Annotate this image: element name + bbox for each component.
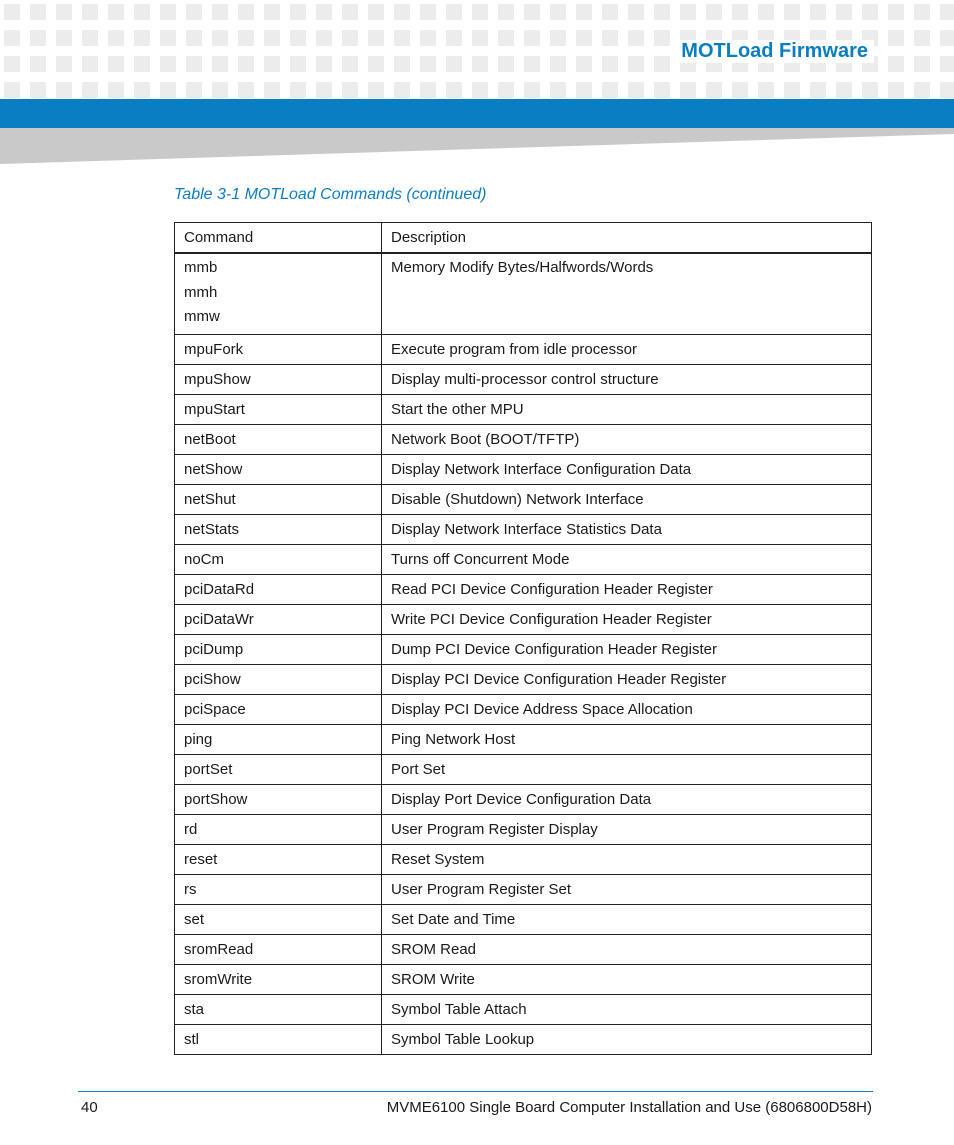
description-cell xyxy=(382,814,872,844)
description-cell xyxy=(382,754,872,784)
table-row xyxy=(175,814,872,844)
command-name: mpuStart xyxy=(184,400,245,418)
pattern-square xyxy=(290,82,306,98)
command-name: portShow xyxy=(184,790,248,808)
command-name: sromWrite xyxy=(184,970,253,988)
description-cell xyxy=(382,514,872,544)
description-cell xyxy=(382,994,872,1024)
description-cell xyxy=(382,484,872,514)
table-body xyxy=(175,253,872,1054)
description-cell xyxy=(382,604,872,634)
pattern-square xyxy=(810,4,826,20)
pattern-square xyxy=(446,56,462,72)
section-title: MOTLoad Firmware xyxy=(675,40,874,63)
command-description: Symbol Table Lookup xyxy=(391,1030,535,1048)
description-cell xyxy=(382,724,872,754)
command-description: Memory Modify Bytes/Halfwords/Words xyxy=(391,259,654,276)
command-cell xyxy=(175,784,382,814)
command-cell xyxy=(175,334,382,364)
command-name: ping xyxy=(184,730,213,748)
pattern-square xyxy=(82,30,98,46)
pattern-square xyxy=(368,4,384,20)
pattern-square xyxy=(784,4,800,20)
pattern-square xyxy=(56,82,72,98)
command-cell xyxy=(175,934,382,964)
header-band xyxy=(0,99,954,128)
pattern-square xyxy=(654,82,670,98)
command-description: Display Port Device Configuration Data xyxy=(391,790,652,808)
pattern-square xyxy=(680,4,696,20)
command-description: Display PCI Device Address Space Allocation xyxy=(391,700,693,718)
pattern-square xyxy=(160,4,176,20)
pattern-square xyxy=(368,82,384,98)
pattern-square xyxy=(238,82,254,98)
pattern-square xyxy=(654,56,670,72)
command-description: User Program Register Set xyxy=(391,880,572,898)
column-header-description: Description xyxy=(382,223,872,254)
pattern-square xyxy=(186,56,202,72)
command-cell xyxy=(175,814,382,844)
pattern-square xyxy=(524,82,540,98)
command-description: Network Boot (BOOT/TFTP) xyxy=(391,430,580,448)
command-cell xyxy=(175,574,382,604)
pattern-square xyxy=(888,82,904,98)
pattern-square xyxy=(186,30,202,46)
pattern-square xyxy=(134,56,150,72)
pattern-square xyxy=(576,30,592,46)
table-row xyxy=(175,724,872,754)
command-name: netShut xyxy=(184,490,236,508)
pattern-square xyxy=(628,56,644,72)
description-cell xyxy=(382,784,872,814)
pattern-square xyxy=(108,30,124,46)
command-name: sta xyxy=(184,1000,205,1018)
command-cell xyxy=(175,424,382,454)
pattern-square xyxy=(368,30,384,46)
command-name: rd xyxy=(184,820,198,838)
description-cell xyxy=(382,253,872,334)
pattern-square xyxy=(810,82,826,98)
pattern-square xyxy=(420,30,436,46)
page-number: 40 xyxy=(81,1099,98,1116)
pattern-square xyxy=(862,82,878,98)
pattern-square xyxy=(316,30,332,46)
command-name: mmb xyxy=(184,259,218,276)
pattern-square xyxy=(134,30,150,46)
pattern-square xyxy=(446,4,462,20)
command-description: Display Network Interface Statistics Data xyxy=(391,520,662,538)
pattern-square xyxy=(238,56,254,72)
pattern-square xyxy=(108,4,124,20)
table-row xyxy=(175,784,872,814)
description-cell xyxy=(382,964,872,994)
table-row xyxy=(175,364,872,394)
command-description: User Program Register Display xyxy=(391,820,598,838)
command-description: Start the other MPU xyxy=(391,400,524,418)
command-cell xyxy=(175,754,382,784)
pattern-square xyxy=(394,56,410,72)
pattern-square xyxy=(342,82,358,98)
pattern-square xyxy=(160,30,176,46)
pattern-square xyxy=(108,56,124,72)
pattern-square xyxy=(888,56,904,72)
command-name: mpuFork xyxy=(184,340,244,358)
pattern-square xyxy=(524,56,540,72)
command-name: sromRead xyxy=(184,940,254,958)
table-row xyxy=(175,334,872,364)
pattern-square xyxy=(550,30,566,46)
table-row xyxy=(175,484,872,514)
pattern-square xyxy=(238,30,254,46)
pattern-square xyxy=(602,4,618,20)
pattern-square xyxy=(82,4,98,20)
pattern-square xyxy=(862,4,878,20)
description-cell xyxy=(382,874,872,904)
pattern-square xyxy=(602,30,618,46)
document-title: MVME6100 Single Board Computer Installation and Use (6806800D58H) xyxy=(386,1099,872,1116)
pattern-square xyxy=(30,4,46,20)
pattern-square xyxy=(30,82,46,98)
description-cell xyxy=(382,364,872,394)
pattern-square xyxy=(914,82,930,98)
command-description: Symbol Table Attach xyxy=(391,1000,527,1018)
table-row xyxy=(175,574,872,604)
command-name: mmw xyxy=(184,308,220,325)
command-name: rs xyxy=(184,880,197,898)
pattern-square xyxy=(342,56,358,72)
pattern-square xyxy=(914,4,930,20)
pattern-square xyxy=(446,82,462,98)
command-cell xyxy=(175,664,382,694)
command-cell xyxy=(175,874,382,904)
command-cell xyxy=(175,394,382,424)
pattern-square xyxy=(342,4,358,20)
pattern-square xyxy=(394,30,410,46)
table-row xyxy=(175,424,872,454)
description-cell xyxy=(382,904,872,934)
commands-table xyxy=(174,222,872,1055)
pattern-square xyxy=(82,82,98,98)
description-cell xyxy=(382,694,872,724)
pattern-square xyxy=(550,82,566,98)
table-caption: Table 3-1 MOTLoad Commands (continued) xyxy=(174,186,487,203)
table-row xyxy=(175,934,872,964)
pattern-square xyxy=(290,56,306,72)
command-cell xyxy=(175,844,382,874)
pattern-square xyxy=(160,82,176,98)
pattern-square xyxy=(472,56,488,72)
command-cell xyxy=(175,484,382,514)
pattern-square xyxy=(316,82,332,98)
command-name: pciDump xyxy=(184,640,244,658)
pattern-square xyxy=(212,56,228,72)
pattern-square xyxy=(732,82,748,98)
table-row xyxy=(175,514,872,544)
pattern-square xyxy=(264,4,280,20)
pattern-square xyxy=(654,4,670,20)
description-cell xyxy=(382,544,872,574)
command-description: Disable (Shutdown) Network Interface xyxy=(391,490,644,508)
pattern-square xyxy=(498,82,514,98)
command-cell xyxy=(175,514,382,544)
pattern-square xyxy=(628,30,644,46)
table-row xyxy=(175,394,872,424)
description-cell xyxy=(382,844,872,874)
header-wedge xyxy=(0,128,954,164)
command-description: Dump PCI Device Configuration Header Register xyxy=(391,640,717,658)
pattern-square xyxy=(420,82,436,98)
pattern-square xyxy=(264,30,280,46)
pattern-square xyxy=(758,82,774,98)
pattern-square xyxy=(628,4,644,20)
pattern-square xyxy=(4,56,20,72)
pattern-square xyxy=(576,82,592,98)
pattern-square xyxy=(914,56,930,72)
command-name: stl xyxy=(184,1030,199,1048)
pattern-square xyxy=(524,4,540,20)
pattern-square xyxy=(108,82,124,98)
pattern-square xyxy=(940,82,954,98)
pattern-square xyxy=(524,30,540,46)
description-cell xyxy=(382,934,872,964)
table-row xyxy=(175,1024,872,1054)
pattern-square xyxy=(290,4,306,20)
pattern-square xyxy=(940,4,954,20)
command-cell xyxy=(175,454,382,484)
command-cell xyxy=(175,964,382,994)
command-name: netShow xyxy=(184,460,243,478)
table-row xyxy=(175,694,872,724)
command-cell xyxy=(175,364,382,394)
pattern-square xyxy=(56,4,72,20)
command-description: Write PCI Device Configuration Header Register xyxy=(391,610,712,628)
command-cell xyxy=(175,724,382,754)
pattern-square xyxy=(290,30,306,46)
command-cell xyxy=(175,1024,382,1054)
description-cell xyxy=(382,1024,872,1054)
pattern-square xyxy=(654,30,670,46)
pattern-square xyxy=(420,56,436,72)
description-cell xyxy=(382,634,872,664)
pattern-square xyxy=(550,56,566,72)
command-name: pciShow xyxy=(184,670,241,688)
command-description: Set Date and Time xyxy=(391,910,516,928)
command-name: noCm xyxy=(184,550,225,568)
command-description: Turns off Concurrent Mode xyxy=(391,550,570,568)
command-description: Reset System xyxy=(391,850,485,868)
pattern-square xyxy=(212,30,228,46)
table-row xyxy=(175,994,872,1024)
pattern-square xyxy=(576,4,592,20)
description-cell xyxy=(382,454,872,484)
pattern-square xyxy=(602,56,618,72)
command-description: SROM Read xyxy=(391,940,477,958)
pattern-square xyxy=(30,56,46,72)
command-cell xyxy=(175,904,382,934)
pattern-square xyxy=(56,30,72,46)
pattern-square xyxy=(602,82,618,98)
command-name: mmh xyxy=(184,283,218,301)
table-row xyxy=(175,844,872,874)
command-name: mpuShow xyxy=(184,370,251,388)
pattern-square xyxy=(888,30,904,46)
description-cell xyxy=(382,574,872,604)
command-cell xyxy=(175,994,382,1024)
command-cell xyxy=(175,544,382,574)
pattern-square xyxy=(4,4,20,20)
pattern-square xyxy=(758,4,774,20)
pattern-square xyxy=(888,4,904,20)
pattern-square xyxy=(784,82,800,98)
command-description: Display multi-processor control structure xyxy=(391,370,659,388)
pattern-square xyxy=(394,82,410,98)
command-name: reset xyxy=(184,850,218,868)
command-description: Port Set xyxy=(391,760,446,778)
command-description: Display Network Interface Configuration Data xyxy=(391,460,692,478)
pattern-square xyxy=(472,82,488,98)
pattern-square xyxy=(628,82,644,98)
pattern-square xyxy=(160,56,176,72)
pattern-square xyxy=(914,30,930,46)
pattern-square xyxy=(134,82,150,98)
pattern-square xyxy=(4,30,20,46)
pattern-square xyxy=(316,56,332,72)
column-header-command: Command xyxy=(175,223,382,254)
command-cell xyxy=(175,604,382,634)
footer-rule xyxy=(78,1091,873,1092)
table-row xyxy=(175,964,872,994)
pattern-square xyxy=(680,82,696,98)
pattern-square xyxy=(836,4,852,20)
table-row xyxy=(175,544,872,574)
pattern-square xyxy=(212,82,228,98)
pattern-square xyxy=(342,30,358,46)
command-name: netBoot xyxy=(184,430,236,448)
command-name: netStats xyxy=(184,520,240,538)
pattern-square xyxy=(316,4,332,20)
pattern-square xyxy=(82,56,98,72)
table-row xyxy=(175,634,872,664)
command-cell xyxy=(175,694,382,724)
pattern-square xyxy=(836,82,852,98)
command-name: set xyxy=(184,910,205,928)
pattern-square xyxy=(446,30,462,46)
command-description: Read PCI Device Configuration Header Register xyxy=(391,580,713,598)
command-name: pciDataWr xyxy=(184,610,254,628)
table-header-row xyxy=(175,223,872,254)
pattern-square xyxy=(706,82,722,98)
table-row xyxy=(175,454,872,484)
pattern-square xyxy=(472,4,488,20)
table-row xyxy=(175,604,872,634)
command-cell xyxy=(175,634,382,664)
pattern-square xyxy=(212,4,228,20)
description-cell xyxy=(382,334,872,364)
pattern-square xyxy=(368,56,384,72)
command-description: Display PCI Device Configuration Header Register xyxy=(391,670,727,688)
table-row xyxy=(175,253,872,334)
pattern-square xyxy=(420,4,436,20)
pattern-square xyxy=(394,4,410,20)
pattern-square xyxy=(134,4,150,20)
pattern-square xyxy=(186,82,202,98)
command-name: pciDataRd xyxy=(184,580,255,598)
command-name: pciSpace xyxy=(184,700,246,718)
pattern-square xyxy=(186,4,202,20)
pattern-square xyxy=(56,56,72,72)
pattern-square xyxy=(498,56,514,72)
pattern-square xyxy=(30,30,46,46)
pattern-square xyxy=(550,4,566,20)
pattern-square xyxy=(498,4,514,20)
pattern-square xyxy=(264,56,280,72)
pattern-square xyxy=(498,30,514,46)
pattern-square xyxy=(472,30,488,46)
description-cell xyxy=(382,394,872,424)
pattern-square xyxy=(576,56,592,72)
table-row xyxy=(175,754,872,784)
pattern-square xyxy=(4,82,20,98)
command-name: portSet xyxy=(184,760,233,778)
pattern-square xyxy=(238,4,254,20)
command-cell xyxy=(175,253,382,334)
description-cell xyxy=(382,664,872,694)
command-description: SROM Write xyxy=(391,970,475,988)
command-description: Execute program from idle processor xyxy=(391,340,637,358)
pattern-square xyxy=(940,30,954,46)
table-row xyxy=(175,904,872,934)
pattern-square xyxy=(940,56,954,72)
table-row xyxy=(175,664,872,694)
description-cell xyxy=(382,424,872,454)
pattern-square xyxy=(732,4,748,20)
pattern-square xyxy=(706,4,722,20)
pattern-square xyxy=(264,82,280,98)
command-description: Ping Network Host xyxy=(391,730,516,748)
table-row xyxy=(175,874,872,904)
